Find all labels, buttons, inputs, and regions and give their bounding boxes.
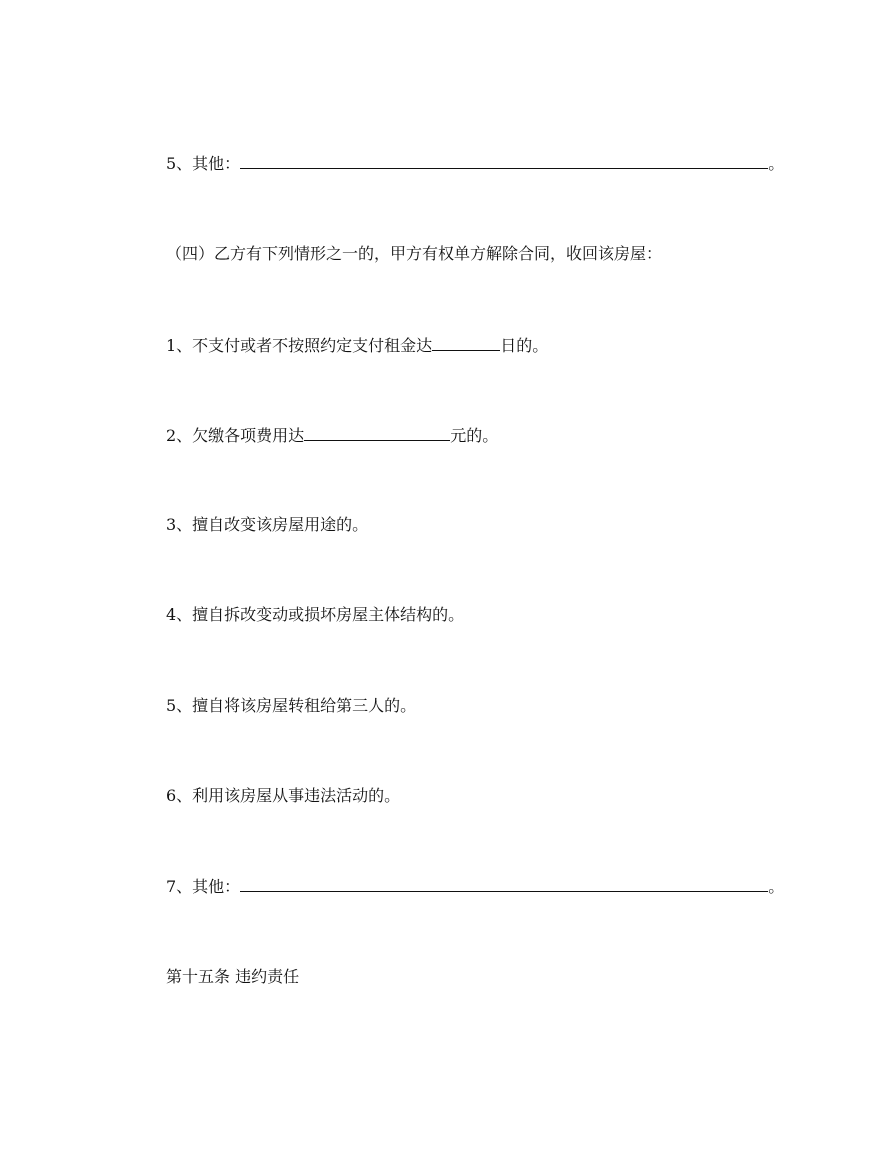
item-other-line <box>166 153 784 174</box>
termination-item-7-suffix: 。 <box>768 877 785 896</box>
termination-item-1-prefix: 1、不支付或者不按照约定支付租金达 <box>166 336 433 355</box>
termination-item-3: 3、擅自改变该房屋用途的。 <box>166 515 369 534</box>
termination-item-4: 4、擅自拆改变动或损坏房屋主体结构的。 <box>166 605 465 624</box>
fill-in-blank-days <box>432 335 500 351</box>
fill-in-blank-other <box>240 153 768 169</box>
termination-item-6: 6、利用该房屋从事违法活动的。 <box>166 786 401 805</box>
termination-item-2-prefix: 2、欠缴各项费用达 <box>166 426 305 445</box>
termination-item-1 <box>166 335 548 356</box>
item-other-suffix: 。 <box>768 154 785 173</box>
termination-item-7 <box>166 876 784 897</box>
fill-in-blank-other-7 <box>240 876 768 892</box>
termination-item-2 <box>166 425 498 446</box>
termination-item-1-suffix: 日的。 <box>500 336 549 355</box>
fill-in-blank-amount <box>304 425 450 441</box>
termination-item-2-suffix: 元的。 <box>450 426 499 445</box>
termination-item-5: 5、擅自将该房屋转租给第三人的。 <box>166 696 417 715</box>
section-four-heading: （四）乙方有下列情形之一的，甲方有权单方解除合同，收回该房屋： <box>166 244 663 263</box>
item-other-prefix: 5、其他： <box>166 154 241 173</box>
termination-item-7-prefix: 7、其他： <box>166 877 241 896</box>
article-15-title: 第十五条 违约责任 <box>166 967 300 986</box>
